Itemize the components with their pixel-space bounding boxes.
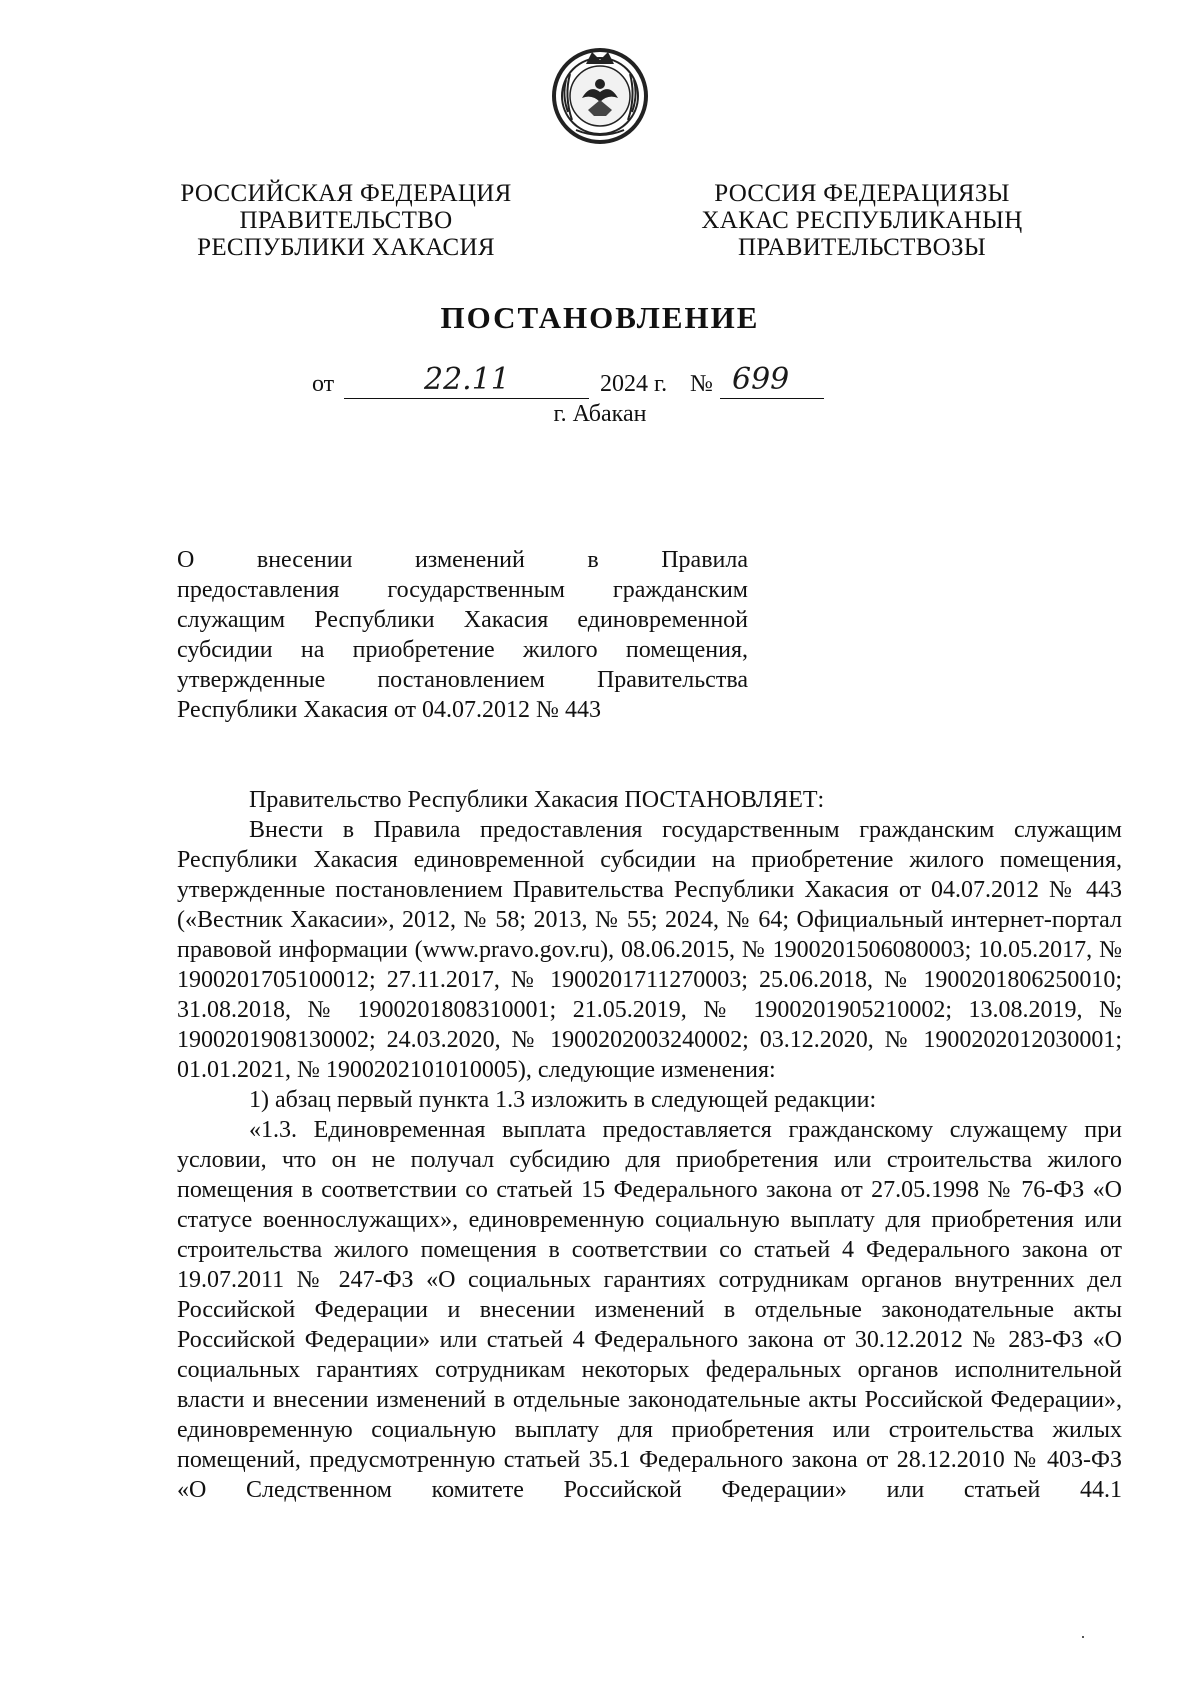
header-right-line: ХАКАС РЕСПУБЛИКАНЫҢ [701, 207, 1023, 234]
document-subject [177, 545, 748, 725]
header-left-line: РОССИЙСКАЯ ФЕДЕРАЦИЯ [180, 180, 512, 207]
header-left-line: РЕСПУБЛИКИ ХАКАСИЯ [197, 234, 495, 261]
header-right-khakas [662, 180, 1062, 261]
subject-line: предоставления государственным гражданским [177, 577, 748, 603]
document-body [177, 785, 1122, 1505]
scan-speck [1082, 1636, 1084, 1638]
subject-line: Республики Хакасия от 04.07.2012 № 443 [177, 697, 601, 723]
document-title: ПОСТАНОВЛЕНИЕ [440, 300, 760, 335]
coat-of-arms-emblem [546, 40, 654, 148]
from-label: от [312, 371, 335, 397]
city-name: г. Абакан [553, 401, 647, 427]
header-left-line: ПРАВИТЕЛЬСТВО [239, 207, 453, 234]
number-underline [720, 398, 824, 399]
subject-line: О внесении изменений в Правила [177, 547, 748, 573]
body-paragraph-preamble: Правительство Республики Хакасия ПОСТАНОВЛЯЕТ: [249, 787, 825, 813]
body-paragraph-clause-1-3: «1.3. Единовременная выплата предоставляется гражданскому служащему при условии, что он не получал субсидию для приобретения или строительства жилого помещения в соответствии со статьей 15 Федерального закона от 27.05.1998 № 76-ФЗ «О статусе военнослужащих», единовременную социальную выплату для приобретения или строительства жилого помещения в соответствии со статьей 4 Федерального закона от 19.07.2011 № 247-ФЗ «О социальных гарантиях сотрудникам органов внутренних дел Российской Федерации и внесении изменений в отдельные законодательные акты Российской Федерации» или статьей 4 Федерального закона от 30.12.2012 № 283-ФЗ «О социальных гарантиях сотрудникам некоторых федеральных органов исполнительной власти и внесении изменений в отдельные законодательные акты Российской Федерации», единовременную социальную выплату для приобретения или строительства жилых помещений, предусмотренную статьей 35.1 Федерального закона от 28.12.2010 № 403-ФЗ «О Следственном комитете Российской Федерации» или статьей 44.1 [177, 1117, 1122, 1503]
subject-line: субсидии на приобретение жилого помещения, [177, 637, 748, 663]
header-left-russian [146, 180, 546, 261]
header-right-line: ПРАВИТЕЛЬСТВОЗЫ [738, 234, 986, 261]
body-paragraph-amendments: Внести в Правила предоставления государственным гражданским служащим Республики Хакасия единовременной субсидии на приобретение жилого помещения, утвержденные постановлением Правительства Республики Хакасия от 04.07.2012 № 443 («Вестник Хакасии», 2012, № 58; 2013, № 55; 2024, № 64; Официальный интернет-портал правовой информации (www.pravo.gov.ru), 08.06.2015, № 1900201506080003; 10.05.2017, № 1900201705100012; 27.11.2017, № 1900201711270003; 25.06.2018, № 1900201806250010; 31.08.2018, № 1900201808310001; 21.05.2019, № 1900201905210002; 13.08.2019, № 1900201908130002; 24.03.2020, № 1900202003240002; 03.12.2020, № 1900202012030001; 01.01.2021, № 1900202101010005), следующие изменения: [177, 817, 1122, 1083]
date-number-line [312, 362, 912, 401]
subject-line: утвержденные постановлением Правительства [177, 667, 748, 693]
header-right-line: РОССИЯ ФЕДЕРАЦИЯЗЫ [714, 180, 1010, 207]
subject-line: служащим Республики Хакасия единовременной [177, 607, 748, 633]
date-underline [344, 398, 589, 399]
year-label: 2024 г. [600, 371, 668, 397]
number-label: № [690, 371, 713, 397]
body-paragraph-item-1: 1) абзац первый пункта 1.3 изложить в следующей редакции: [249, 1087, 877, 1113]
handwritten-date: 22.11 [424, 362, 510, 397]
handwritten-number: 699 [732, 362, 790, 397]
